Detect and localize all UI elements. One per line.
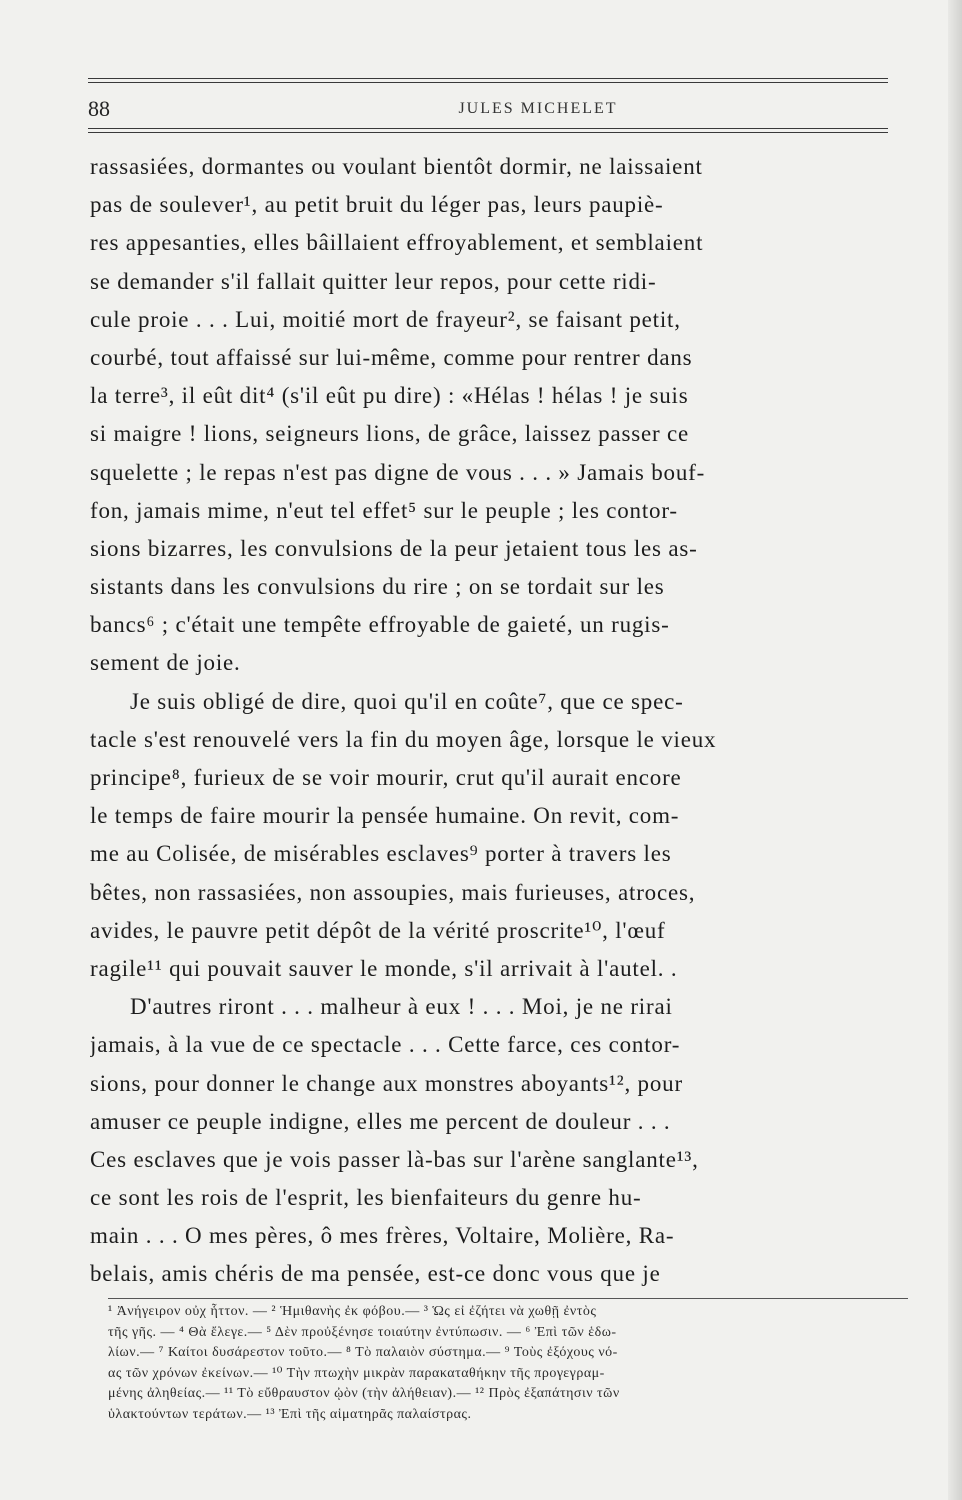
text-line: bêtes, non rassasiées, non assoupies, mais furieuses, atroces,: [90, 879, 696, 905]
page-edge-shadow: [948, 0, 962, 1500]
text-line: jamais, à la vue de ce spectacle . . . Cette farce, ces contor-: [90, 1032, 681, 1058]
text-line: belais, amis chéris de ma pensée, est-ce donc vous que je: [90, 1261, 661, 1287]
text-line: res appesanties, elles bâillaient effroyablement, et semblaient: [90, 230, 704, 256]
text-line: me au Colisée, de misérables esclaves⁹ porter à travers les: [90, 841, 672, 867]
text-line: avides, le pauvre petit dépôt de la vérité proscrite¹⁰, l'œuf: [90, 917, 666, 943]
footnote-line: τῆς γῆς. — ⁴ Θὰ ἔλεγε.— ⁵ Δὲν προὐξένησε τοιαύτην ἐντύπωσιν. — ⁶ Ἐπὶ τῶν ἑδω-: [108, 1324, 617, 1340]
text-line: sions bizarres, les convulsions de la peur jetaient tous les as-: [90, 535, 698, 561]
footnote-line: μένης ἀληθείας.— ¹¹ Τὸ εὔθραυστον ᾠὸν (τὴν ἀλήθειαν).— ¹² Πρὸς ἐξαπάτησιν τῶν: [108, 1386, 620, 1402]
text-line: rassasiées, dormantes ou voulant bientôt dormir, ne laissaient: [90, 154, 703, 179]
page-header: [88, 96, 888, 124]
text-line: squelette ; le repas n'est pas digne de vous . . . » Jamais bouf-: [90, 459, 706, 485]
text-line: amuser ce peuple indigne, elles me percent de douleur . . .: [90, 1108, 671, 1134]
text-line: pas de soulever¹, au petit bruit du léger pas, leurs paupiè-: [90, 192, 664, 218]
header-rule-bottom: [88, 128, 888, 129]
text-line: main . . . O mes pères, ô mes frères, Voltaire, Molière, Ra-: [90, 1223, 675, 1249]
header-rule-top-inner: [88, 82, 888, 83]
footnote-rule: [108, 1298, 908, 1299]
text-line: D'autres riront . . . malheur à eux ! . . . Moi, je ne rirai: [130, 994, 673, 1020]
text-line: ragile¹¹ qui pouvait sauver le monde, s'il arrivait à l'autel. .: [90, 955, 678, 981]
text-line: fon, jamais mime, n'eut tel effet⁵ sur le peuple ; les contor-: [90, 497, 678, 523]
page-number: 88: [88, 96, 110, 121]
body-text: [90, 148, 910, 1294]
text-line: sistants dans les convulsions du rire ; on se tordait sur les: [90, 574, 665, 600]
text-line: Je suis obligé de dire, quoi qu'il en coûte⁷, que ce spec-: [130, 688, 684, 714]
text-line: cule proie . . . Lui, moitié mort de frayeur², se faisant petit,: [90, 306, 681, 332]
text-line: si maigre ! lions, seigneurs lions, de grâce, laissez passer ce: [90, 421, 690, 447]
text-line: ce sont les rois de l'esprit, les bienfaiteurs du genre hu-: [90, 1185, 642, 1211]
footnote-line: ¹ Ἀνήγειρον οὐχ ἧττον. — ² Ἡμιθανὴς ἐκ φόβου.— ³ Ὡς εἰ ἐζήτει νὰ χωθῇ ἐντὸς: [108, 1304, 597, 1319]
text-line: tacle s'est renouvelé vers la fin du moyen âge, lorsque le vieux: [90, 726, 717, 752]
footnotes: [108, 1302, 928, 1426]
text-line: se demander s'il fallait quitter leur repos, pour cette ridi-: [90, 268, 657, 294]
footnote-line: λίων.— ⁷ Καίτοι δυσάρεστον τοῦτο.— ⁸ Τὸ παλαιὸν σύστημα.— ⁹ Τοὺς ἐξόχους νό-: [108, 1345, 618, 1361]
text-line: Ces esclaves que je vois passer là-bas sur l'arène sanglante¹³,: [90, 1146, 699, 1172]
text-line: sement de joie.: [90, 650, 241, 676]
header-rule-top: [88, 78, 888, 79]
text-line: principe⁸, furieux de se voir mourir, crut qu'il aurait encore: [90, 765, 682, 790]
running-head: JULES MICHELET: [458, 100, 618, 117]
text-line: bancs⁶ ; c'était une tempête effroyable de gaieté, un rugis-: [90, 612, 670, 638]
footnote-line: ὑλακτούντων τεράτων.— ¹³ Ἐπὶ τῆς αἱματηρᾶς παλαίστρας.: [108, 1406, 472, 1422]
text-line: la terre³, il eût dit⁴ (s'il eût pu dire) : «Hélas ! hélas ! je suis: [90, 383, 689, 409]
footnote-line: ας τῶν χρόνων ἐκείνων.— ¹⁰ Τὴν πτωχὴν μικρὰν παρακαταθήκην τῆς προγεγραμ-: [108, 1365, 605, 1381]
text-line: le temps de faire mourir la pensée humaine. On revit, com-: [90, 803, 680, 829]
text-line: courbé, tout affaissé sur lui-même, comme pour rentrer dans: [90, 344, 693, 370]
header-rule-bottom-inner: [88, 132, 888, 133]
text-line: sions, pour donner le change aux monstres aboyants¹², pour: [90, 1070, 683, 1096]
